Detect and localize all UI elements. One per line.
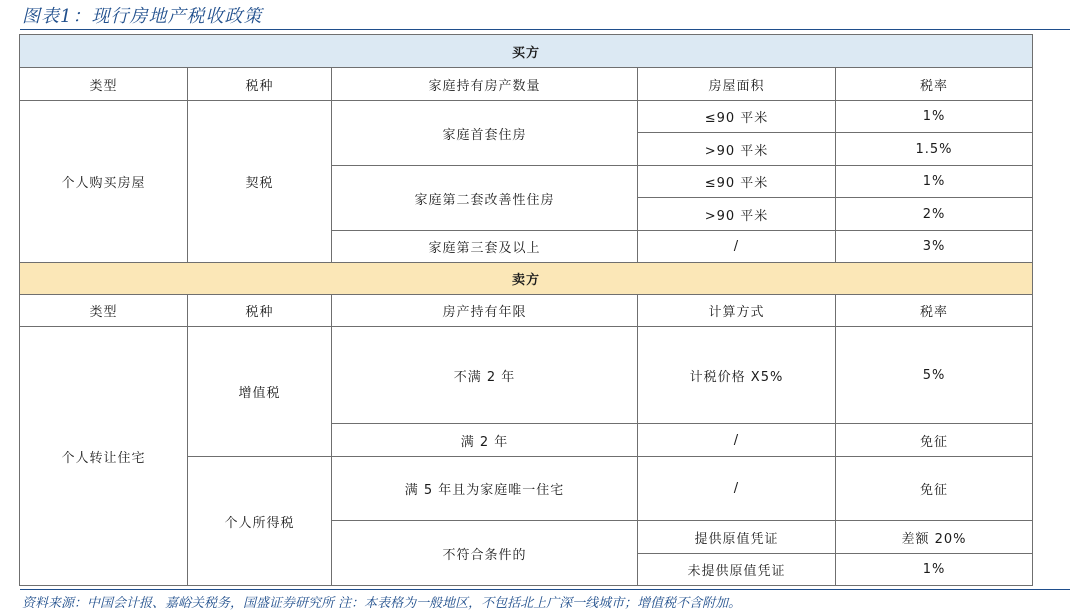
header-type: 类型 bbox=[20, 68, 188, 101]
holding-period-cell: 满 2 年 bbox=[332, 424, 638, 457]
iit-cell: 个人所得税 bbox=[188, 457, 332, 586]
holding-period-cell: 不符合条件的 bbox=[332, 521, 638, 586]
rate-cell: 1% bbox=[836, 101, 1033, 133]
seller-header-row bbox=[20, 295, 1033, 327]
area-cell: ≤90 平米 bbox=[638, 166, 836, 198]
rate-cell: 免征 bbox=[836, 424, 1033, 457]
calc-method-cell: / bbox=[638, 424, 836, 457]
rate-cell: 5% bbox=[836, 327, 1033, 424]
area-cell: / bbox=[638, 231, 836, 263]
rate-cell: 1% bbox=[836, 554, 1033, 586]
title-divider bbox=[20, 29, 1070, 30]
rate-cell: 1% bbox=[836, 166, 1033, 198]
footnote-divider bbox=[20, 589, 1070, 590]
header-type: 类型 bbox=[20, 295, 188, 327]
header-calc-method: 计算方式 bbox=[638, 295, 836, 327]
source-footnote: 资料来源：中国会计报、嘉峪关税务，国盛证券研究所 注：本表格为一般地区，不包括北上广深一线城市；增值税不含附加。 bbox=[22, 596, 742, 611]
deed-tax-cell: 契税 bbox=[188, 101, 332, 263]
vat-cell: 增值税 bbox=[188, 327, 332, 457]
area-cell: >90 平米 bbox=[638, 133, 836, 166]
area-cell: ≤90 平米 bbox=[638, 101, 836, 133]
calc-method-cell: / bbox=[638, 457, 836, 521]
header-rate: 税率 bbox=[836, 68, 1033, 101]
rate-cell: 3% bbox=[836, 231, 1033, 263]
page-title: 图表1：现行房地产税收政策 bbox=[22, 6, 263, 27]
rate-cell: 1.5% bbox=[836, 133, 1033, 166]
buyer-header-row bbox=[20, 68, 1033, 101]
rate-cell: 差额 20% bbox=[836, 521, 1033, 554]
seller-band-row bbox=[20, 263, 1033, 295]
second-home-cell: 家庭第二套改善性住房 bbox=[332, 166, 638, 231]
first-home-cell: 家庭首套住房 bbox=[332, 101, 638, 166]
buyer-band-label: 买方 bbox=[20, 35, 1033, 68]
area-cell: >90 平米 bbox=[638, 198, 836, 231]
tax-policy-table bbox=[19, 34, 1033, 586]
header-tax-kind: 税种 bbox=[188, 68, 332, 101]
rate-cell: 免征 bbox=[836, 457, 1033, 521]
header-tax-kind: 税种 bbox=[188, 295, 332, 327]
seller-band-label: 卖方 bbox=[20, 263, 1033, 295]
calc-method-cell: 计税价格 X5% bbox=[638, 327, 836, 424]
holding-period-cell: 不满 2 年 bbox=[332, 327, 638, 424]
third-home-cell: 家庭第三套及以上 bbox=[332, 231, 638, 263]
buyer-band-row bbox=[20, 35, 1033, 68]
holding-period-cell: 满 5 年且为家庭唯一住宅 bbox=[332, 457, 638, 521]
table-row bbox=[20, 327, 1033, 424]
header-area: 房屋面积 bbox=[638, 68, 836, 101]
seller-type-cell: 个人转让住宅 bbox=[20, 327, 188, 586]
header-rate: 税率 bbox=[836, 295, 1033, 327]
header-holding-period: 房产持有年限 bbox=[332, 295, 638, 327]
table-row bbox=[20, 101, 1033, 133]
rate-cell: 2% bbox=[836, 198, 1033, 231]
calc-method-cell: 未提供原值凭证 bbox=[638, 554, 836, 586]
header-property-count: 家庭持有房产数量 bbox=[332, 68, 638, 101]
calc-method-cell: 提供原值凭证 bbox=[638, 521, 836, 554]
buyer-type-cell: 个人购买房屋 bbox=[20, 101, 188, 263]
